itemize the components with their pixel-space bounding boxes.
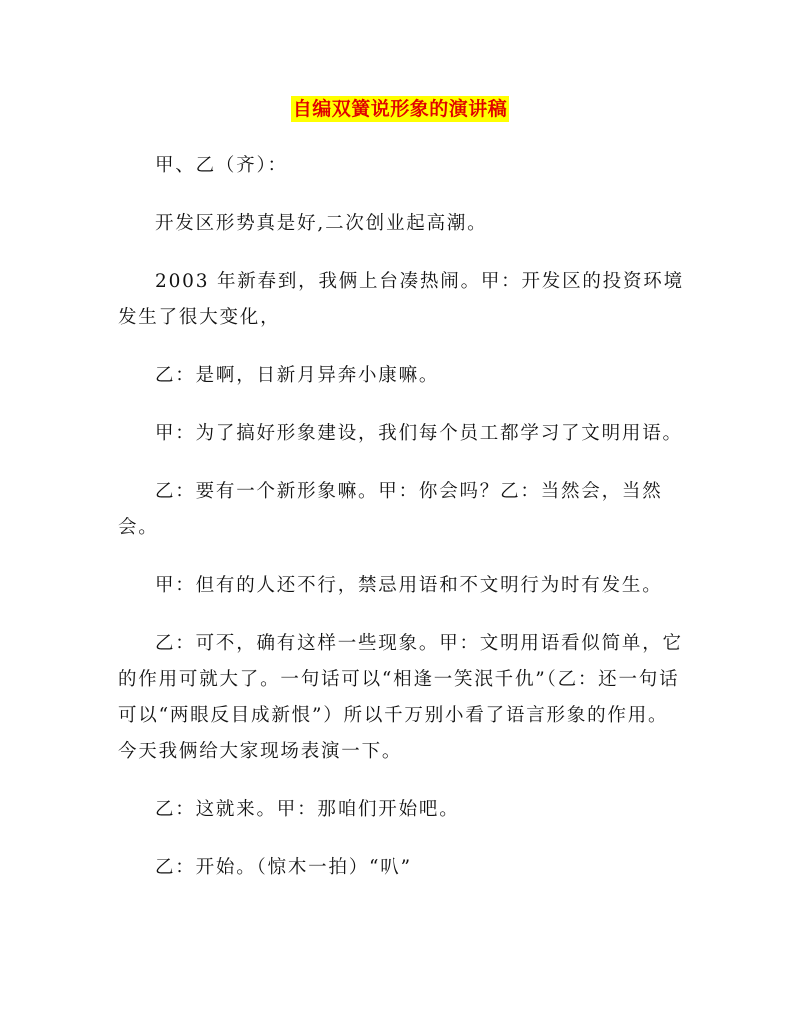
document-title: 自编双簧说形象的演讲稿 [292,98,508,120]
paragraph-6: 乙：要有一个新形象嘛。甲：你会吗？乙：当然会，当然会。 [118,481,663,538]
title-container [0,96,800,122]
paragraph-4: 乙：是啊，日新月异奔小康嘛。 [155,365,440,386]
paragraph-10: 乙：开始。（惊木一拍）“叭” [155,857,412,878]
paragraph-3: 2003 年新春到，我俩上台凑热闹。甲：开发区的投资环境发生了很大变化， [118,271,684,328]
paragraph-7: 甲：但有的人还不行，禁忌用语和不文明行为时有发生。 [155,575,663,596]
paragraph-8: 乙：可不，确有这样一些现象。甲：文明用语看似简单，它的作用可就大了。一句话可以“相逢一笑泯千仇”（乙：还一句话可以“两眼反目成新恨”）所以千万别小看了语言形象的作用。今天我俩给大家现场表演一下。 [118,633,683,762]
document-body [118,148,684,908]
paragraph-2: 开发区形势真是好,二次创业起高潮。 [155,213,488,234]
paragraph-1: 甲、乙（齐）： [155,155,288,176]
paragraph-9: 乙：这就来。甲：那咱们开始吧。 [155,799,460,820]
paragraph-5: 甲：为了搞好形象建设，我们每个员工都学习了文明用语。 [155,423,683,444]
